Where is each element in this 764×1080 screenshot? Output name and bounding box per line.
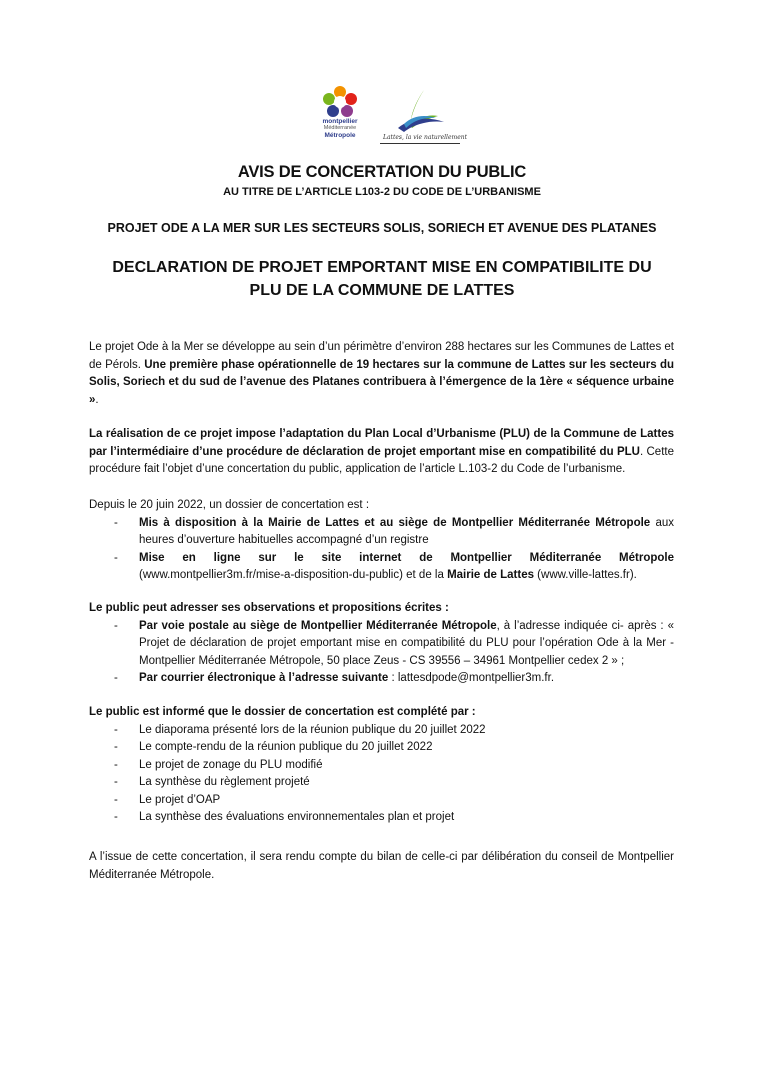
availability-item2-text: (www.montpellier3m.fr/mise-a-disposition-du-public) et de la bbox=[139, 569, 448, 581]
procedure-text: . Cette procédure fait l’objet d’une concertation du public, application de l’article L.103-2 du Code de l’urbanisme. bbox=[89, 445, 674, 475]
montpellier-metropole-logo bbox=[300, 86, 380, 146]
availability-list bbox=[89, 515, 674, 585]
conclusion-paragraph bbox=[89, 849, 674, 884]
dossier-section bbox=[89, 704, 674, 827]
availability-item1-bold: Mis à disposition à la Mairie de Lattes et au siège de Montpellier Méditerranée Métropole bbox=[139, 516, 651, 529]
intro-end: . bbox=[95, 393, 99, 406]
logo-text-montpellier: montpellier bbox=[322, 118, 358, 125]
list-item bbox=[89, 670, 674, 688]
observations-item2-text: : lattesdpode@montpellier3m.fr. bbox=[388, 672, 555, 684]
availability-section bbox=[89, 497, 674, 585]
declaration-heading-line2: PLU DE LA COMMUNE DE LATTES bbox=[249, 282, 515, 299]
availability-item2-bold: Mise en ligne sur le site internet de Montpellier Méditerranée Métropole bbox=[139, 551, 674, 564]
intro-bold-text: Une première phase opérationnelle de 19 hectares sur la commune de Lattes sur les secteurs du Solis, Soriech et du sud de l’avenue des Platanes contribuera à l’émergence de la 1ère « séquence urbaine » bbox=[89, 358, 675, 406]
list-item bbox=[89, 550, 674, 585]
observations-intro: Le public peut adresser ses observations et propositions écrites : bbox=[89, 602, 449, 614]
logo-bar bbox=[0, 86, 764, 148]
declaration-heading bbox=[60, 256, 704, 302]
observations-section bbox=[89, 600, 674, 688]
list-item: - Le diaporama présenté lors de la réunion publique du 20 juillet 2022 bbox=[89, 722, 674, 740]
procedure-bold-text: La réalisation de ce projet impose l’adaptation du Plan Local d’Urbanisme (PLU) de la Commune de Lattes par l’intermédiaire d’une procédure de déclaration de projet emportant mise en compatibilité du PLU bbox=[89, 428, 674, 458]
declaration-heading-line1: DECLARATION DE PROJET EMPORTANT MISE EN COMPATIBILITE DU bbox=[112, 259, 652, 276]
availability-item1-text: aux heures d’ouverture habituelles accompagné d’un registre bbox=[139, 516, 674, 546]
observations-item1-bold: Par voie postale au siège de Montpellier Méditerranée Métropole bbox=[139, 619, 497, 632]
list-item: - Le projet d’OAP bbox=[89, 792, 674, 810]
document-title: AVIS DE CONCERTATION DU PUBLIC bbox=[237, 163, 527, 181]
logo-text-metropole: Métropole bbox=[324, 132, 356, 139]
observations-list bbox=[89, 618, 674, 688]
dossier-list bbox=[89, 722, 674, 827]
list-item bbox=[89, 618, 674, 671]
list-item bbox=[89, 515, 674, 550]
list-item: - La synthèse du règlement projeté bbox=[89, 774, 674, 792]
lattes-slogan: Lattes, la vie naturellement bbox=[383, 134, 468, 141]
observations-item2-bold: Par courrier électronique à l’adresse suivante bbox=[139, 672, 389, 684]
logo-underline bbox=[380, 143, 460, 144]
lattes-swoosh-icon bbox=[394, 88, 448, 134]
project-heading: PROJET ODE A LA MER SUR LES SECTEURS SOLIS, SORIECH ET AVENUE DES PLATANES bbox=[107, 221, 657, 235]
procedure-paragraph bbox=[89, 426, 674, 479]
list-item: - Le compte-rendu de la réunion publique du 20 juillet 2022 bbox=[89, 739, 674, 757]
dossier-intro: Le public est informé que le dossier de concertation est complété par : bbox=[89, 706, 476, 718]
star-flower-icon bbox=[320, 86, 360, 118]
availability-item2-text2: (www.ville-lattes.fr). bbox=[533, 569, 637, 581]
list-item: - Le projet de zonage du PLU modifié bbox=[89, 757, 674, 775]
observations-item1-text: , à l’adresse indiquée ci- après : « Projet de déclaration de projet emportant mise en compatibilité du PLU pour l’opération Ode à la Mer - Montpellier Méditerranée Métropole, 50 place Zeus - CS 39556 – 34961 Montpellier cedex 2 » ; bbox=[139, 619, 674, 667]
conclusion-text: A l’issue de cette concertation, il sera rendu compte du bilan de celle-ci par délibération du conseil de Montpellier Méditerranée Métropole. bbox=[89, 851, 674, 881]
intro-paragraph bbox=[89, 339, 674, 409]
availability-intro: Depuis le 20 juin 2022, un dossier de concertation est : bbox=[89, 499, 370, 511]
lattes-logo bbox=[380, 86, 468, 146]
logo-text-mediterranee: Méditerranée bbox=[323, 125, 357, 131]
intro-text: Le projet Ode à la Mer se développe au sein d’un périmètre d’environ 288 hectares sur les Communes de Lattes et de Pérols. bbox=[89, 341, 674, 371]
availability-item2-bold2: Mairie de Lattes bbox=[447, 569, 534, 581]
list-item: - La synthèse des évaluations environnementales plan et projet bbox=[89, 809, 674, 827]
document-subtitle: AU TITRE DE L’ARTICLE L103-2 DU CODE DE L’URBANISME bbox=[223, 186, 541, 198]
